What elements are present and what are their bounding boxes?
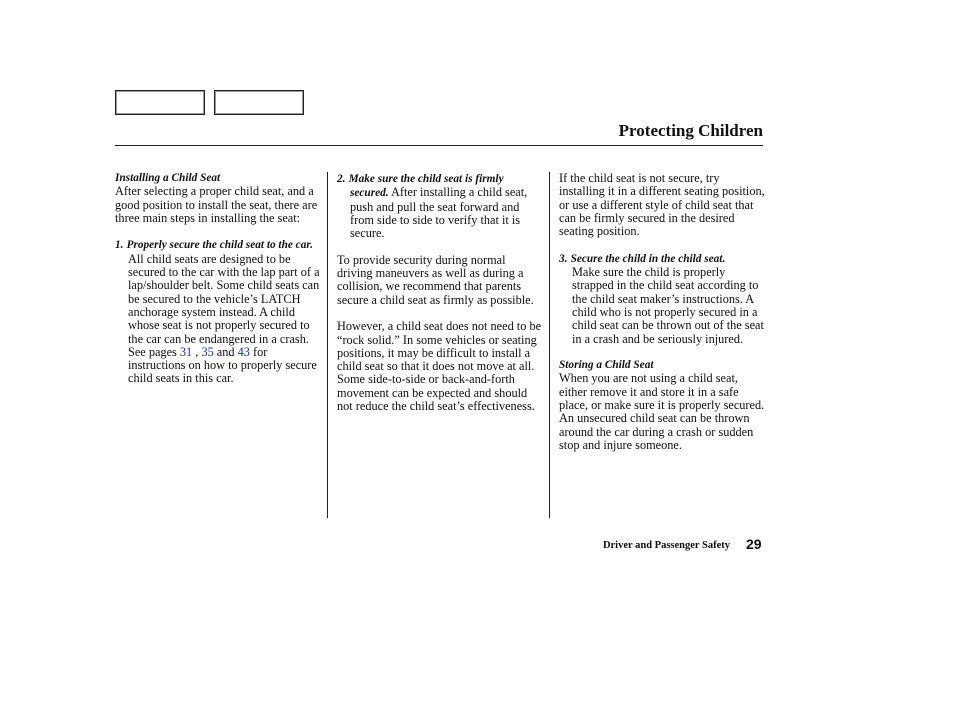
step-1-body-b: for instructions on how to properly secure child seats in this car.: [128, 344, 317, 386]
page-link-35[interactable]: 35: [201, 344, 214, 359]
page-title: Protecting Children: [618, 121, 763, 140]
section-heading-installing: Installing a Child Seat: [115, 172, 221, 184]
storing-paragraph: When you are not using a child seat, either remove it and store it in a safe place, or make sure it is properly secured. An unsecured child seat can be thrown around the car during a crash or sudden stop and injure someone.: [559, 371, 765, 452]
page-link-31[interactable]: 31: [179, 344, 193, 359]
header-divider: [115, 145, 763, 146]
step-3-number: 3.: [559, 252, 568, 265]
nav-previous-button[interactable]: [115, 90, 205, 115]
page-link-separator-2: and: [213, 344, 238, 359]
nav-next-button[interactable]: [214, 90, 304, 115]
page-link-43[interactable]: 43: [237, 344, 250, 359]
step-1-body-a: All child seats are designed to be secured to the car with the lap part of a lap/shoulder belt. Some child seats can be secured to the vehicle’s LATCH anchorage system instead. A child whose seat is not properly secured to the car can be endangered in a crash. See pages: [128, 251, 320, 359]
step-1-number: 1.: [115, 239, 124, 252]
not-secure-paragraph: If the child seat is not secure, try installing it in a different seating position, or use a different style of child seat that can be firmly secured in the desired seating position.: [559, 171, 765, 239]
step-3-body: Make sure the child is properly strapped in the child seat according to the child seat maker’s instructions. A child who is not properly secured in a child seat can be thrown out of the seat in a crash and be seriously injured.: [572, 265, 764, 346]
step-2-body: After installing a child seat, push and pull the seat forward and from side to side to verify that it is secure.: [350, 185, 528, 241]
step-2-lead: Make sure the child seat is firmly secured.: [348, 173, 504, 200]
text-column-3: [559, 172, 765, 466]
section-heading-storing: Storing a Child Seat: [559, 359, 654, 372]
step-1: [115, 238, 325, 385]
step-2: [337, 172, 544, 240]
page-number: 29: [746, 536, 762, 552]
step-3: [559, 252, 765, 346]
intro-paragraph: After selecting a proper child seat, and a good position to install the seat, there are three main steps in installing the seat:: [115, 184, 318, 225]
step-1-lead: Properly secure the child seat to the car.: [126, 239, 313, 252]
text-column-1: [115, 172, 325, 399]
step-2-number: 2.: [337, 173, 346, 185]
step-3-lead: Secure the child in the child seat.: [570, 252, 726, 265]
page-link-separator-1: ,: [192, 344, 202, 359]
text-column-2: [337, 172, 544, 427]
security-paragraph: To provide security during normal driving maneuvers as well as during a collision, we recommend that parents secure a child seat as firmly as possible.: [337, 252, 534, 307]
rock-solid-paragraph: However, a child seat does not need to be “rock solid.” In some vehicles or seating positions, it may be difficult to install a child seat so that it does not move at all. Some side-to-side or back-and-forth movement can be expected and should not reduce the child seat’s effectiveness.: [337, 319, 542, 414]
column-divider-1: [327, 172, 328, 518]
column-divider-2: [549, 172, 550, 518]
footer-section-label: Driver and Passenger Safety: [602, 540, 730, 551]
